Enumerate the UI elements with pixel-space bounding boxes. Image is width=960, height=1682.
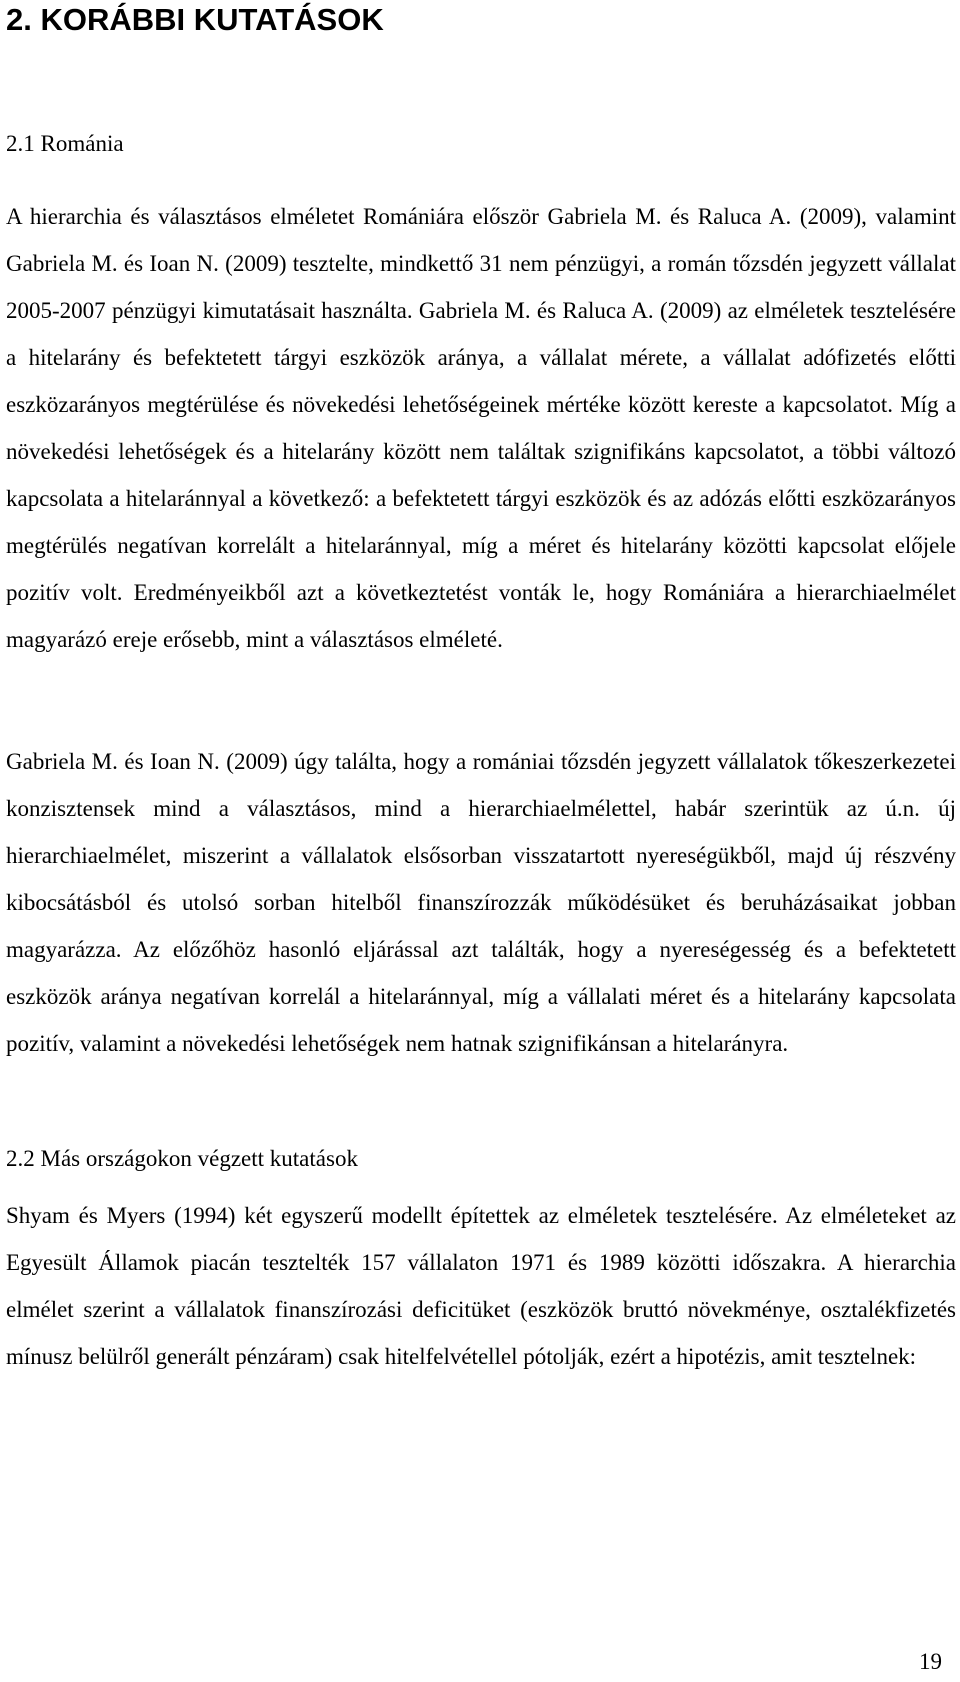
- section-title-other-countries: 2.2 Más országokon végzett kutatások: [6, 1146, 358, 1171]
- chapter-title: 2. KORÁBBI KUTATÁSOK: [6, 2, 384, 37]
- paragraph-other-countries-1: Shyam és Myers (1994) két egyszerű modellt építettek az elméletek tesztelésére. Az elméleteket az Egyesült Államok piacán tesztelték 157 vállalaton 1971 és 1989 közötti időszakra. A hierarchia elmélet szerint a vállalatok finanszírozási deficitüket (eszközök bruttó növekménye, osztalékfizetés mínusz belülről generált pénzáram) csak hitelfelvétellel pótolják, ezért a hipotézis, amit tesztelnek:: [6, 1203, 956, 1369]
- section-title-romania: 2.1 Románia: [6, 131, 124, 156]
- paragraph-romania-1: A hierarchia és választásos elméletet Romániára először Gabriela M. és Raluca A. (2009), valamint Gabriela M. és Ioan N. (2009) tesztelte, mindkettő 31 nem pénzügyi, a román tőzsdén jegyzett vállalat 2005-2007 pénzügyi kimutatásait használta. Gabriela M. és Raluca A. (2009) az elméletek tesztelésére a hitelarány és befektetett tárgyi eszközök aránya, a vállalat mérete, a vállalat adófizetés előtti eszközarányos megtérülése és növekedési lehetőségeinek mértéke között kereste a kapcsolatot. Míg a növekedési lehetőségek és a hitelarány között nem találtak szignifikáns kapcsolatot, a többi változó kapcsolata a hitelaránnyal a következő: a befektetett tárgyi eszközök és az adózás előtti eszközarányos megtérülés negatívan korrelált a hitelaránnyal, míg a méret és hitelarány közötti kapcsolat előjele pozitív volt. Eredményeikből azt a következtetést vonták le, hogy Romániára a hierarchiaelmélet magyarázó ereje erősebb, mint a választásos elméleté.: [6, 204, 956, 652]
- paragraph-romania-2: Gabriela M. és Ioan N. (2009) úgy találta, hogy a romániai tőzsdén jegyzett vállalatok tőkeszerkezetei konzisztensek mind a választásos, mind a hierarchiaelmélettel, habár szerintük az ú.n. új hierarchiaelmélet, miszerint a vállalatok elsősorban visszatartott nyereségükből, majd új részvény kibocsátásból és utolsó sorban hitelből finanszírozzák működésüket és beruházásaikat jobban magyarázza. Az előzőhöz hasonló eljárással azt találták, hogy a nyereségesség és a befektetett eszközök aránya negatívan korrelál a hitelaránnyal, míg a vállalati méret és a hitelarány kapcsolata pozitív, valamint a növekedési lehetőségek nem hatnak szignifikánsan a hitelarányra.: [6, 749, 956, 1056]
- document-page: [6, 0, 956, 1682]
- page-number: 19: [919, 1649, 942, 1674]
